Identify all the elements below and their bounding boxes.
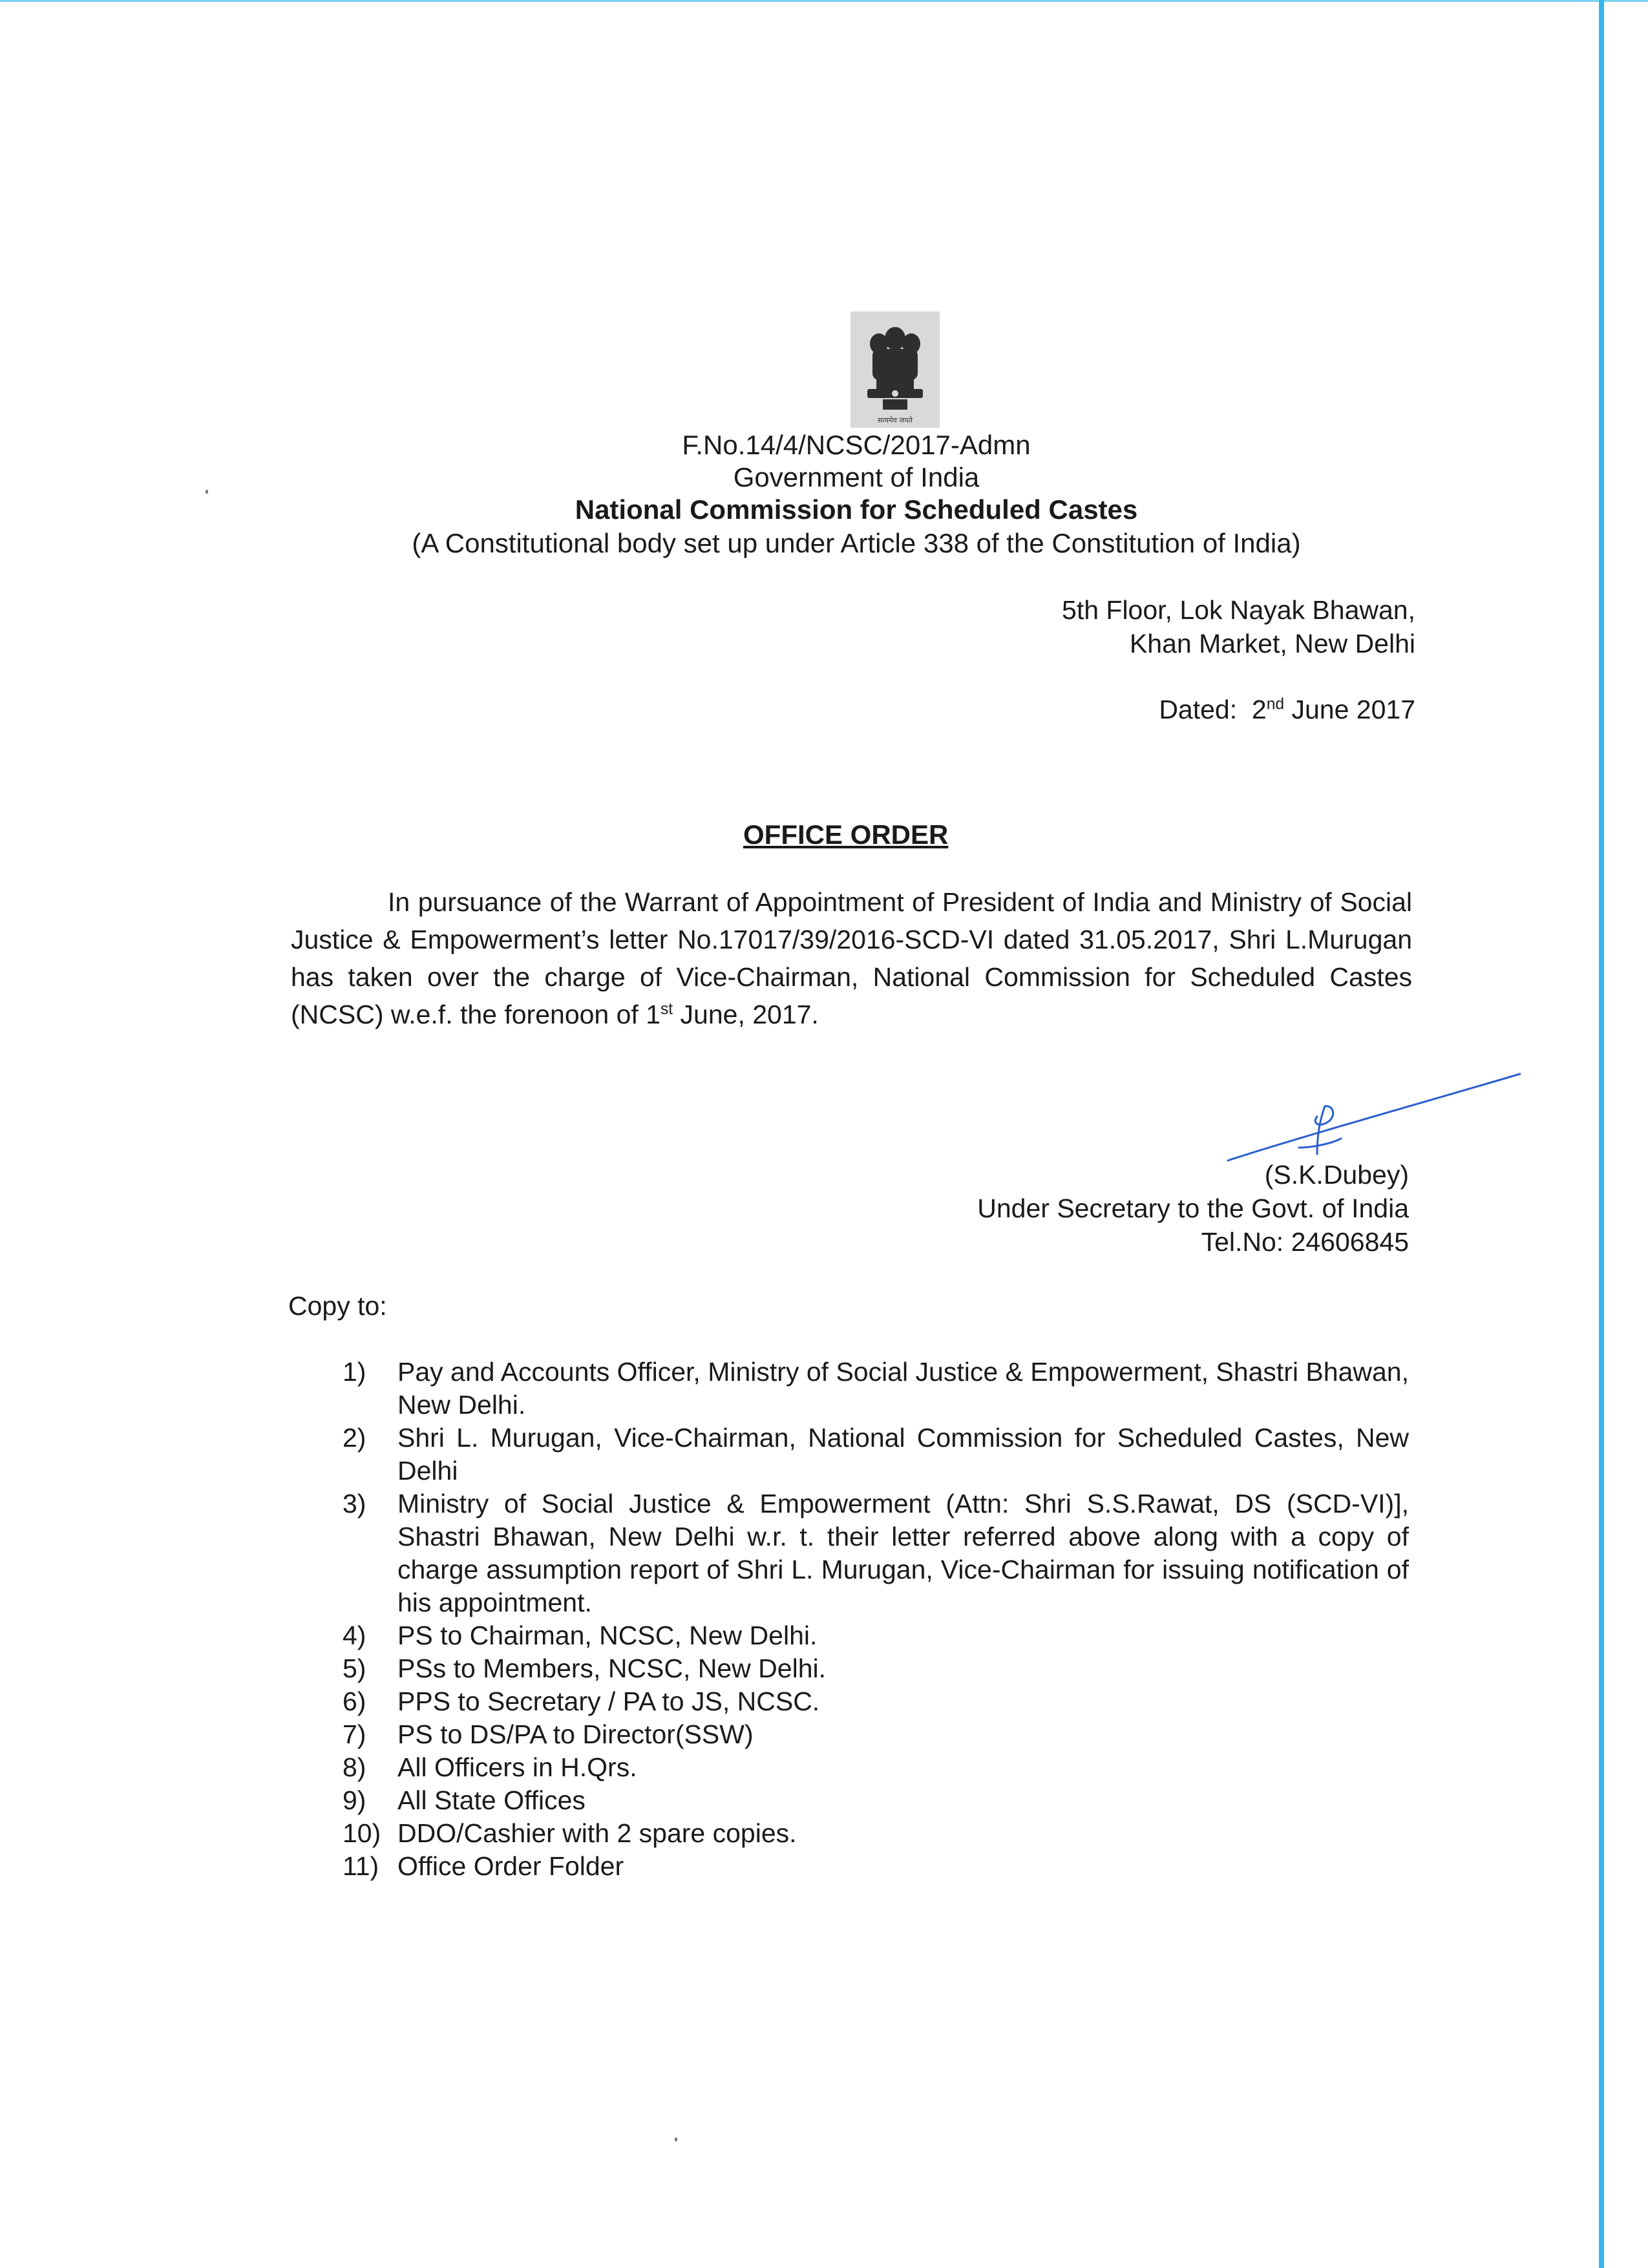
- dated-label: Dated:: [1159, 695, 1238, 724]
- list-item-text: PSs to Members, NCSC, New Delhi.: [397, 1654, 827, 1683]
- date-rest: June 2017: [1284, 695, 1415, 724]
- list-item: [343, 1487, 1409, 1619]
- list-item-number: 4): [343, 1621, 366, 1650]
- emblem-caption: सत्यमेव जयते: [877, 416, 913, 425]
- list-item-text: Ministry of Social Justice & Empowerment (Attn: Shri S.S.Rawat, DS (SCD-VI)], Shastri Bhawan, New Delhi w.r. t. their letter referred above along with a copy of charge assumption report of Shri L. Murugan, Vice-Chairman for issuing notification of his appointment.: [397, 1489, 1409, 1617]
- list-item-text: PS to DS/PA to Director(SSW): [397, 1719, 754, 1749]
- office-order-title: OFFICE ORDER: [743, 819, 949, 850]
- list-item: [343, 1685, 1409, 1718]
- list-item-text: PPS to Secretary / PA to JS, NCSC.: [397, 1686, 820, 1716]
- address-line-2: Khan Market, New Delhi: [1129, 629, 1415, 658]
- signatory-name: (S.K.Dubey): [1264, 1160, 1409, 1190]
- list-item-text: All Officers in H.Qrs.: [397, 1752, 637, 1782]
- list-item: [343, 1784, 1409, 1817]
- order-date: [1159, 693, 1415, 726]
- commission-name: National Commission for Scheduled Castes: [575, 494, 1138, 525]
- list-item-number: 7): [343, 1719, 366, 1749]
- constitutional-subtitle: (A Constitutional body set up under Article 338 of the Constitution of India): [412, 528, 1301, 558]
- list-item: [343, 1817, 1409, 1850]
- list-item-number: 8): [343, 1752, 366, 1782]
- list-item: [343, 1356, 1409, 1422]
- scan-right-edge: [1599, 0, 1604, 2268]
- list-item: [343, 1718, 1409, 1751]
- date-suffix: nd: [1266, 695, 1285, 713]
- list-item-text: PS to Chairman, NCSC, New Delhi.: [397, 1621, 818, 1650]
- copy-to-list: [343, 1356, 1409, 1883]
- list-item-number: 5): [343, 1654, 366, 1683]
- list-item-text: DDO/Cashier with 2 spare copies.: [397, 1818, 797, 1848]
- list-item-number: 2): [343, 1423, 366, 1453]
- list-item-text: Pay and Accounts Officer, Ministry of Social Justice & Empowerment, Shastri Bhawan, New Delhi.: [397, 1357, 1409, 1420]
- list-item-number: 11): [343, 1851, 379, 1881]
- list-item: [343, 1652, 1409, 1685]
- list-item: [343, 1619, 1409, 1652]
- list-item: [343, 1751, 1409, 1784]
- date-day: 2: [1251, 695, 1267, 724]
- signatory-telephone: Tel.No: 24606845: [1201, 1227, 1409, 1257]
- list-item-number: 3): [343, 1489, 366, 1518]
- order-body-end: June, 2017.: [673, 1000, 819, 1029]
- list-item-number: 1): [343, 1357, 366, 1387]
- copy-to-label: Copy to:: [288, 1291, 387, 1321]
- order-body-sup: st: [660, 1000, 673, 1018]
- scan-top-edge: [0, 0, 1648, 2]
- government-line: Government of India: [733, 462, 980, 492]
- list-item: [343, 1850, 1409, 1883]
- list-item-text: Shri L. Murugan, Vice-Chairman, National Commission for Scheduled Castes, New Delhi: [397, 1423, 1409, 1486]
- national-emblem-icon: [850, 311, 940, 428]
- list-item-number: 6): [343, 1686, 366, 1716]
- list-item-number: 10): [343, 1818, 381, 1848]
- list-item-number: 9): [343, 1785, 366, 1815]
- list-item-text: Office Order Folder: [397, 1851, 624, 1881]
- address-line-1: 5th Floor, Lok Nayak Bhawan,: [1062, 595, 1415, 625]
- list-item-text: All State Offices: [397, 1785, 586, 1815]
- scan-speck: [675, 2137, 677, 2141]
- order-body-text: In pursuance of the Warrant of Appointment of President of India and Ministry of Social Justice & Empowerment’s letter No.17017/39/2016-SCD-VI dated 31.05.2017, Shri L.Murugan has taken over the charge of Vice-Chairman, National Commission for Scheduled Castes (NCSC) w.e.f. the forenoon of 1: [291, 887, 1412, 1029]
- list-item: [343, 1422, 1409, 1487]
- order-body: [291, 883, 1412, 1033]
- file-number: F.No.14/4/NCSC/2017-Admn: [682, 430, 1031, 460]
- signatory-designation: Under Secretary to the Govt. of India: [977, 1193, 1409, 1223]
